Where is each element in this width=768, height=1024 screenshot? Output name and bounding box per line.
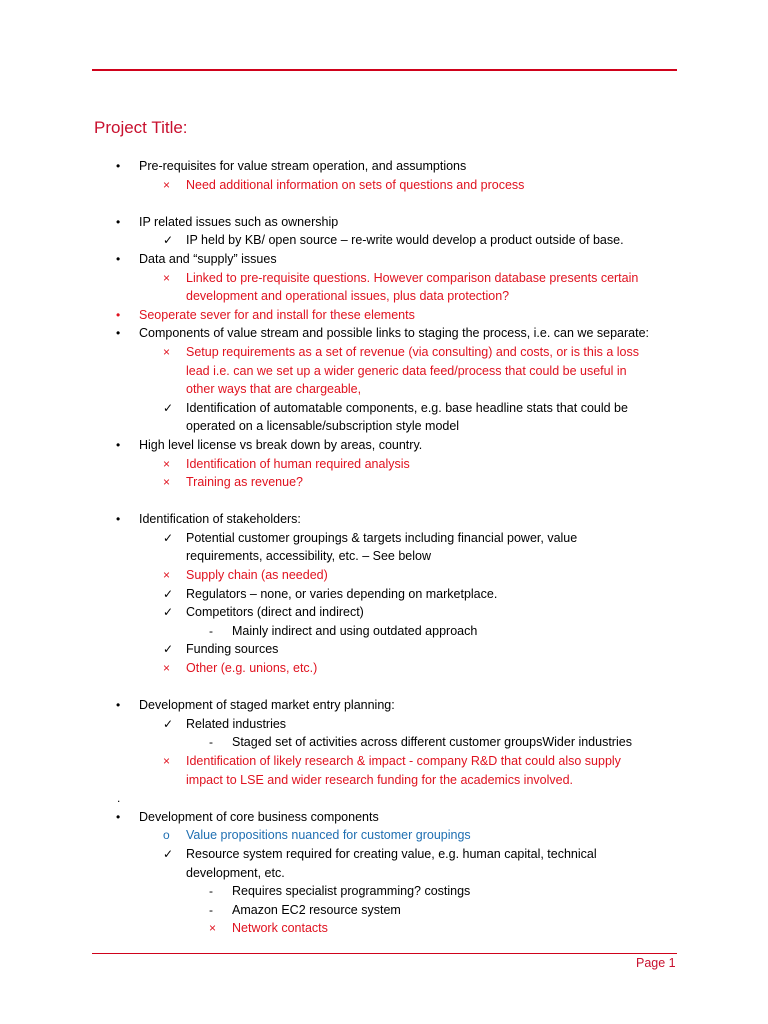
check-icon: ✓: [163, 605, 174, 620]
page-title: Project Title:: [94, 118, 188, 137]
list-item-text: Related industries: [186, 716, 287, 731]
check-icon: ✓: [163, 586, 174, 601]
list-item-text: Setup requirements as a set of revenue (via consulting) and costs, or is this a loss: [186, 344, 640, 359]
bullet-icon: •: [116, 512, 121, 527]
list-item: [0, 882, 768, 901]
list-item: [0, 696, 768, 715]
blank-line: [0, 194, 768, 213]
list-item-text: Network contacts: [232, 921, 328, 936]
cross-icon: ×: [163, 344, 171, 359]
list-item-text: Value propositions nuanced for customer groupings: [186, 828, 471, 843]
list-item-text: Need additional information on sets of questions and process: [186, 177, 525, 192]
list-item: [0, 157, 768, 176]
list-item: [0, 826, 768, 845]
stray-dot-line: [0, 789, 768, 808]
cross-icon: ×: [163, 754, 171, 768]
list-item-text: Other (e.g. unions, etc.): [186, 661, 318, 676]
list-item-text: lead i.e. can we set up a wider generic data feed/process that could be useful in: [186, 363, 627, 378]
list-item-text: Training as revenue?: [186, 475, 303, 490]
check-icon: ✓: [163, 642, 174, 657]
list-item-text: impact to LSE and wider research funding for the academics involved.: [186, 772, 574, 787]
list-item: [0, 547, 768, 566]
list-item-text: Resource system required for creating value, e.g. human capital, technical: [186, 846, 597, 861]
list-item-text: development and operational issues, plus data protection?: [186, 289, 510, 304]
list-item-text: other ways that are chargeable,: [186, 382, 362, 397]
cross-icon: ×: [209, 921, 217, 936]
list-item: [0, 603, 768, 622]
list-item-text: Identification of likely research & impact - company R&D that could also supply: [186, 754, 621, 768]
list-item: [0, 659, 768, 678]
list-item-text: operated on a licensable/subscription style model: [186, 419, 460, 434]
list-item: [0, 250, 768, 269]
dash-marker: -: [209, 902, 213, 917]
check-icon: ✓: [163, 400, 174, 415]
list-item: [0, 269, 768, 288]
dash-marker: -: [209, 623, 213, 638]
list-item: [0, 919, 768, 938]
list-item-text: Pre-requisites for value stream operation, and assumptions: [139, 159, 467, 173]
list-item-text: Identification of stakeholders:: [139, 512, 301, 527]
list-item-text: Identification of human required analysis: [186, 456, 410, 471]
list-item: [0, 510, 768, 529]
bullet-icon: •: [116, 159, 121, 173]
list-item-text: requirements, accessibility, etc. – See below: [186, 549, 432, 564]
page-number: Page 1: [636, 956, 676, 970]
blank-line: [0, 678, 768, 697]
list-item: [0, 845, 768, 864]
list-item-text: Potential customer groupings & targets including financial power, value: [186, 530, 578, 545]
bullet-icon: •: [116, 809, 121, 824]
list-item: [0, 380, 768, 399]
cross-icon: ×: [163, 475, 171, 490]
check-icon: ✓: [163, 846, 174, 861]
list-item-text: Data and “supply” issues: [139, 251, 277, 266]
list-item: [0, 808, 768, 827]
list-item-text: Supply chain (as needed): [186, 568, 328, 583]
list-item: [0, 901, 768, 920]
check-icon: ✓: [163, 716, 174, 731]
bullet-icon: •: [116, 326, 121, 341]
stray-dot: .: [117, 791, 121, 806]
list-item-text: Staged set of activities across different customer groupsWider industries: [232, 735, 632, 750]
list-item-text: Development of core business components: [139, 809, 379, 824]
list-item-text: Components of value stream and possible links to staging the process, i.e. can we separate:: [139, 326, 650, 341]
bullet-icon: •: [116, 214, 121, 229]
document-body: [0, 157, 768, 938]
bullet-icon: •: [116, 437, 121, 452]
list-item: [0, 176, 768, 195]
bullet-icon: •: [116, 251, 121, 266]
list-item-text: Linked to pre-requisite questions. However comparison database presents certain: [186, 270, 639, 285]
header-rule: [92, 69, 677, 71]
list-item: [0, 362, 768, 381]
list-item: [0, 455, 768, 474]
list-item: [0, 529, 768, 548]
bullet-icon: •: [116, 307, 121, 322]
list-item: [0, 715, 768, 734]
list-item-text: Competitors (direct and indirect): [186, 605, 364, 620]
list-item-text: IP related issues such as ownership: [139, 214, 339, 229]
check-icon: ✓: [163, 233, 174, 248]
cross-icon: ×: [163, 177, 171, 192]
list-item: [0, 436, 768, 455]
list-item-text: High level license vs break down by areas, country.: [139, 437, 423, 452]
cross-icon: ×: [163, 270, 171, 285]
bullet-icon: •: [116, 698, 121, 713]
list-item: [0, 864, 768, 883]
list-item: [0, 473, 768, 492]
list-item: [0, 585, 768, 604]
list-item: [0, 324, 768, 343]
blank-line: [0, 492, 768, 511]
cross-icon: ×: [163, 568, 171, 583]
check-icon: ✓: [163, 530, 174, 545]
circle-bullet-icon: o: [163, 828, 170, 843]
list-item-text: Seoperate sever for and install for these elements: [139, 307, 415, 322]
list-item: [0, 771, 768, 790]
list-item-text: Funding sources: [186, 642, 279, 657]
list-item: [0, 622, 768, 641]
footer-rule: [92, 953, 677, 954]
cross-icon: ×: [163, 661, 171, 676]
list-item: [0, 231, 768, 250]
dash-marker: -: [209, 735, 213, 750]
list-item: [0, 733, 768, 752]
list-item: [0, 640, 768, 659]
list-item-text: Requires specialist programming? costings: [232, 884, 471, 899]
list-item-text: IP held by KB/ open source – re-write would develop a product outside of base.: [186, 233, 624, 248]
list-item: [0, 343, 768, 362]
list-item-text: Development of staged market entry planning:: [139, 698, 395, 713]
dash-marker: -: [209, 884, 213, 899]
cross-icon: ×: [163, 456, 171, 471]
list-item: [0, 287, 768, 306]
list-item: [0, 566, 768, 585]
list-item: [0, 417, 768, 436]
list-item-text: Identification of automatable components, e.g. base headline stats that could be: [186, 400, 628, 415]
list-item: [0, 213, 768, 232]
list-item-text: Regulators – none, or varies depending on marketplace.: [186, 586, 498, 601]
list-item: [0, 306, 768, 325]
list-item: [0, 399, 768, 418]
list-item-text: development, etc.: [186, 865, 285, 880]
list-item-text: Mainly indirect and using outdated approach: [232, 623, 478, 638]
list-item: [0, 752, 768, 771]
list-item-text: Amazon EC2 resource system: [232, 902, 401, 917]
